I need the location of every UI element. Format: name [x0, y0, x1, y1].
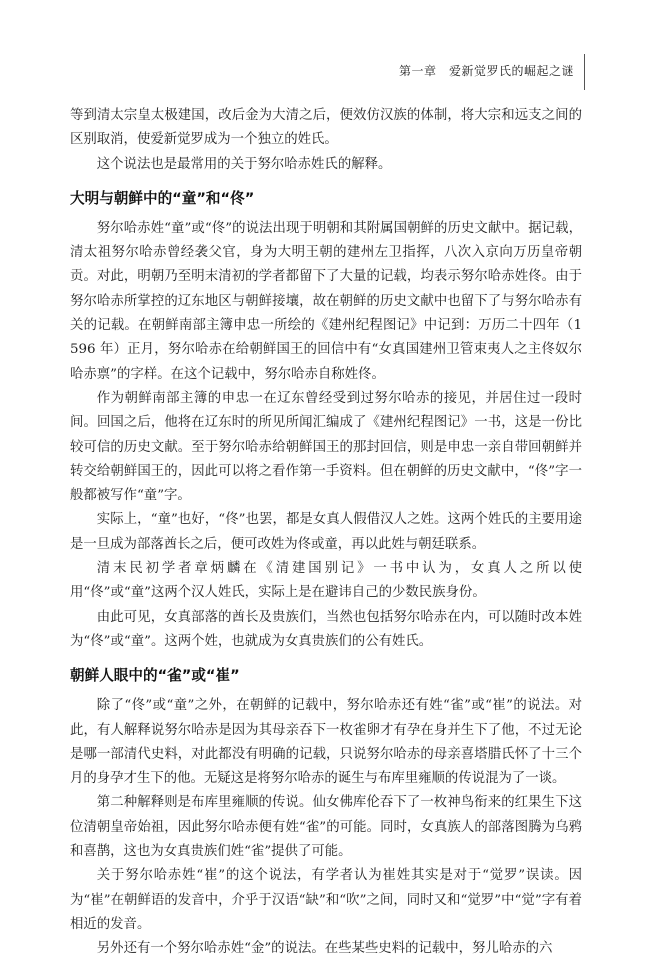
paragraph: 关于努尔哈赤姓“崔”的这个说法，有学者认为崔姓其实是对于“觉罗”误读。因为“崔”在朝鲜语的发音中，介乎于汉语“缺”和“吹”之间，同时又和“觉罗”中“觉”字有着相近的发音。	[70, 868, 582, 932]
section-heading: 朝鲜人眼中的“雀”或“崔”	[70, 667, 240, 685]
paragraph: 除了“佟”或“童”之外，在朝鲜的记载中，努尔哈赤还有姓“雀”或“崔”的说法。对此，有人解释说努尔哈赤是因为其母亲吞下一枚雀卵才有孕在身并生下了他，不过无论是哪一部清代史料，对此都没有明确的记载，只说努尔哈赤的母亲喜塔腊氏怀了十三个月的身孕才生下的他。无疑这是将努尔哈赤的诞生与布库里雍顺的传说混为了一谈。	[70, 698, 582, 787]
running-head: 第一章 爱新觉罗氏的崛起之谜	[398, 64, 574, 78]
paragraph: 由此可见，女真部落的酋长及贵族们，当然也包括努尔哈赤在内，可以随时改本姓为“佟”或“童”。这两个姓，也就成为女真贵族们的公有姓氏。	[70, 609, 582, 649]
section-heading: 大明与朝鲜中的“童”和“佟”	[70, 189, 255, 207]
paragraph: 实际上，“童”也好，“佟”也罢，都是女真人假借汉人之姓。这两个姓氏的主要用途是一旦成为部落酋长之后，便可改姓为佟或童，再以此姓与朝廷联系。	[70, 512, 582, 552]
paragraph: 另外还有一个努尔哈赤姓“金”的说法。在些某些史料的记载中，努儿哈赤的六	[96, 941, 553, 957]
paragraph: 清末民初学者章炳麟在《清建国别记》一书中认为，女真人之所以使用“佟”或“童”这两个汉人姓氏，实际上是在避讳自己的少数民族身份。	[70, 561, 582, 601]
paragraph: 这个说法也是最常用的关于努尔哈赤姓氏的解释。	[96, 156, 392, 172]
paragraph: 作为朝鲜南部主簿的申忠一在辽东曾经受到过努尔哈赤的接见，并居住过一段时间。回国之后，他将在辽东时的所见所闻汇编成了《建州纪程图记》一书，这是一份比较可信的历史文献。至于努尔哈赤给朝鲜国王的那封回信，则是申忠一亲自带回朝鲜并转交给朝鲜国王的，因此可以将之看作第一手资料。但在朝鲜的历史文献中，“佟”字一般都被写作“童”字。	[70, 390, 582, 504]
paragraph: 努尔哈赤姓“童”或“佟”的说法出现于明朝和其附属国朝鲜的历史文献中。据记载，清太祖努尔哈赤曾经袭父官，身为大明王朝的建州左卫指挥，八次入京向万历皇帝朝贡。对此，明朝乃至明末清初的学者都留下了大量的记载，均表示努尔哈赤姓佟。由于努尔哈赤所掌控的辽东地区与朝鲜接壤，故在朝鲜的历史文献中也留下了与努尔哈赤有关的记载。在朝鲜南部主簿申忠一所绘的《建州纪程图记》中记到：万历二十四年（1596 年）正月，努尔哈赤在给朝鲜国王的回信中有“女真国建州卫管束夷人之主佟奴尔哈赤禀”的字样。在这个记载中，努尔哈赤自称姓佟。	[70, 220, 582, 382]
paragraph: 等到清太宗皇太极建国，改后金为大清之后，便效仿汉族的体制，将大宗和远支之间的区别取消，使爱新觉罗成为一个独立的姓氏。	[70, 108, 582, 148]
page-body	[70, 104, 582, 962]
paragraph: 第二种解释则是布库里雍顺的传说。仙女佛库伦吞下了一枚神鸟衔来的红果生下这位清朝皇帝始祖，因此努尔哈赤便有姓“雀”的可能。同时，女真族人的部落图腾为乌鸦和喜鹊，这也为女真贵族们姓“雀”提供了可能。	[70, 795, 582, 860]
header-rule	[584, 54, 585, 90]
